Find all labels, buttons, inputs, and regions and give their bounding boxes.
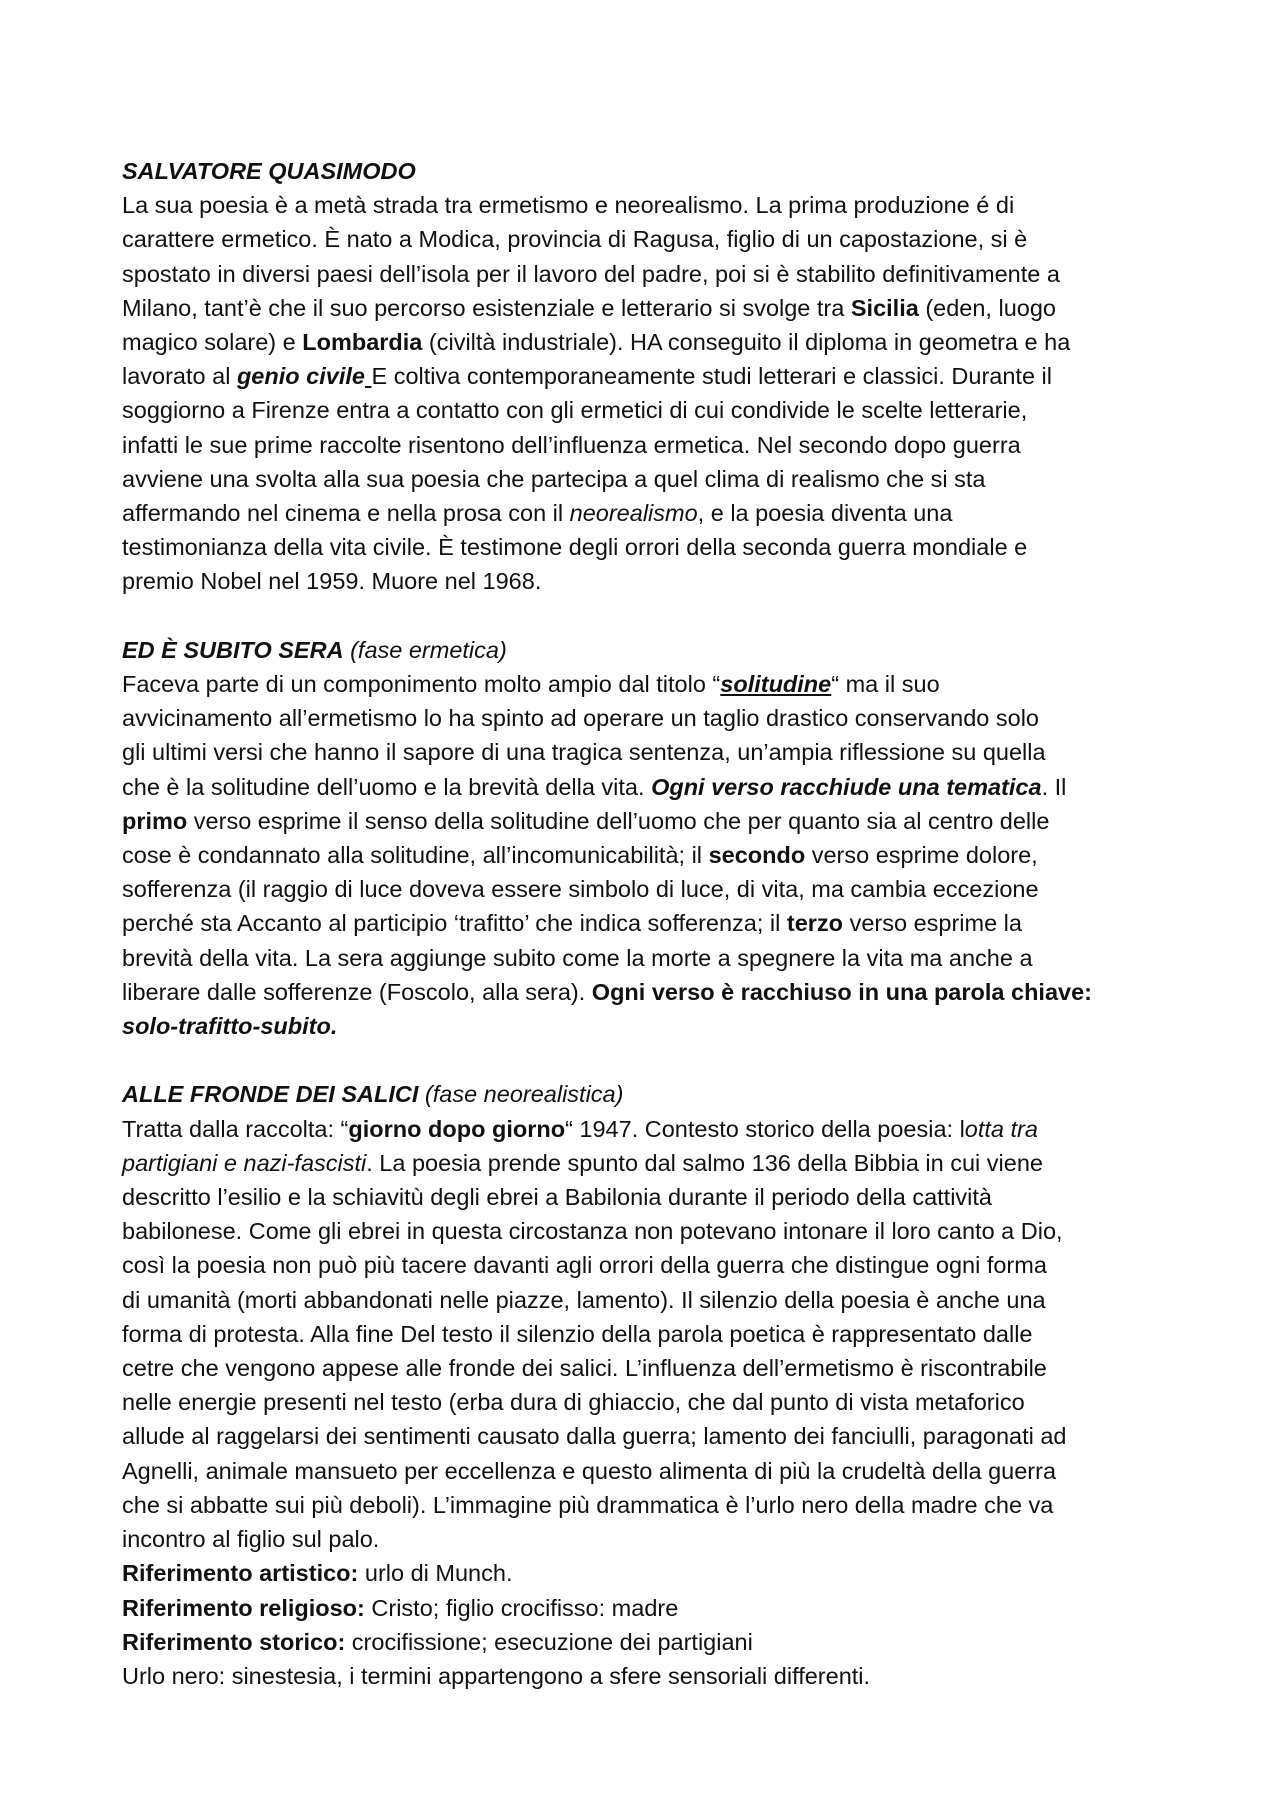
paragraph-spacer — [122, 599, 1182, 633]
text-run: Milano, tant’è che il suo percorso esistenziale e letterario si svolge tra — [122, 294, 851, 321]
text-line — [122, 1385, 1182, 1419]
section-title-ed-e-subito-sera: ED È SUBITO SERA (fase ermetica) — [122, 636, 507, 663]
text-run: avviene una svolta alla sua poesia che partecipa a quel clima di realismo che si sta — [122, 465, 986, 492]
text-line — [122, 1009, 1182, 1043]
text-run: verso esprime il senso della solitudine dell’uomo che per quanto sia al centro delle — [187, 807, 1050, 834]
text-line — [122, 770, 1182, 804]
text-run: carattere ermetico. È nato a Modica, provincia di Ragusa, figlio di un capostazione, si è — [122, 226, 1028, 253]
text-line — [122, 1112, 1182, 1146]
text-run: descritto l’esilio e la schiavitù degli ebrei a Babilonia durante il periodo della cattività — [122, 1184, 992, 1211]
text-line — [122, 428, 1182, 462]
text-run: verso esprime la — [843, 910, 1022, 937]
text-run: otta tra — [964, 1115, 1038, 1142]
text-run: “ 1947. Contesto storico della poesia: l — [565, 1115, 965, 1142]
text-line — [122, 975, 1182, 1009]
text-run: partigiani e nazi-fascisti — [122, 1149, 367, 1176]
text-run: Cristo; figlio crocifisso: madre — [364, 1594, 679, 1621]
text-run: solo-trafitto-subito. — [122, 1013, 338, 1040]
text-run: nelle energie presenti nel testo (erba dura di ghiaccio, che dal punto di vista metaforico — [122, 1389, 1025, 1416]
text-run: affermando nel cinema e nella prosa con il — [122, 500, 570, 527]
text-run: genio civile — [236, 363, 365, 390]
text-run: testimonianza della vita civile. È testimone degli orrori della seconda guerra mondiale e — [122, 534, 1028, 561]
text-run: magico solare) e — [122, 329, 303, 356]
text-run: (civiltà industriale). HA conseguito il diploma in geometra e ha — [422, 329, 1071, 356]
section-title-alle-fronde-dei-salici: ALLE FRONDE DEI SALICI (fase neorealistica) — [122, 1081, 624, 1108]
text-line — [122, 735, 1182, 769]
text-line — [122, 564, 1182, 598]
text-line — [122, 1591, 1182, 1625]
text-run: terzo — [786, 910, 844, 937]
text-run: . Il — [1041, 773, 1067, 800]
text-run: infatti le sue prime raccolte risentono dell’influenza ermetica. Nel secondo dopo guerra — [122, 431, 1021, 458]
text-line — [122, 1180, 1182, 1214]
text-run: allude al raggelarsi dei sentimenti causato dalla guerra; lamento dei fanciulli, paragonati ad — [122, 1423, 1067, 1450]
text-run: babilonese. Come gli ebrei in questa circostanza non potevano intonare il loro canto a Dio, — [122, 1218, 1063, 1245]
text-line — [122, 1625, 1182, 1659]
text-run: “ ma il suo — [831, 671, 940, 698]
text-run: incontro al figlio sul palo. — [122, 1526, 380, 1553]
text-run: brevità della vita. La sera aggiunge subito come la morte a spegnere la vita ma anche a — [122, 944, 1033, 971]
section-subtitle: (fase ermetica) — [343, 636, 507, 663]
text-run: Agnelli, animale mansueto per eccellenza e questo alimenta di più la crudeltà della guerra — [122, 1457, 1057, 1484]
text-line — [122, 906, 1182, 940]
text-run: , e la poesia diventa una — [697, 500, 953, 527]
text-run: Riferimento storico: — [122, 1628, 346, 1655]
text-run: soggiorno a Firenze entra a contatto con gli ermetici di cui condivide le scelte letterarie, — [122, 397, 1028, 424]
text-run: (eden, luogo — [918, 294, 1056, 321]
text-run: gli ultimi versi che hanno il sapore di una tragica sentenza, un’ampia riflessione su quella — [122, 739, 1046, 766]
text-run: perché sta Accanto al participio ‘trafitto’ che indica sofferenza; il — [122, 910, 787, 937]
text-run: avvicinamento all’ermetismo lo ha spinto ad operare un taglio drastico conservando solo — [122, 705, 1040, 732]
text-run: secondo — [708, 842, 806, 869]
text-line — [122, 1522, 1182, 1556]
text-run: che è la solitudine dell’uomo e la brevità della vita. — [122, 773, 652, 800]
text-run: Ogni verso è racchiuso in una parola chiave: — [591, 978, 1092, 1005]
text-run: lavorato al — [122, 363, 237, 390]
text-run: primo — [122, 807, 188, 834]
text-line — [122, 257, 1182, 291]
text-line — [122, 1659, 1182, 1693]
text-line — [122, 1556, 1182, 1590]
text-line — [122, 1351, 1182, 1385]
text-run: giorno dopo giorno — [348, 1115, 566, 1142]
paragraph-spacer — [122, 1043, 1182, 1077]
section-subtitle: (fase neorealistica) — [418, 1081, 624, 1108]
text-line — [122, 1488, 1182, 1522]
text-line — [122, 941, 1182, 975]
text-line — [122, 1419, 1182, 1453]
text-run: solitudine — [720, 671, 832, 698]
text-line — [122, 1146, 1182, 1180]
text-run: cetre che vengono appese alle fronde dei salici. L’influenza dell’ermetismo è riscontrabile — [122, 1355, 1047, 1382]
text-line — [122, 1214, 1182, 1248]
text-run: spostato in diversi paesi dell’isola per il lavoro del padre, poi si è stabilito definitivamente a — [122, 260, 1060, 287]
text-line — [122, 1248, 1182, 1282]
text-line — [122, 1454, 1182, 1488]
section-body-alle-fronde-dei-salici — [122, 1112, 1182, 1693]
text-line — [122, 804, 1182, 838]
section-title-quasimodo: SALVATORE QUASIMODO — [122, 158, 416, 184]
text-run: verso esprime dolore, — [805, 842, 1038, 869]
text-run: La sua poesia è a metà strada tra ermetismo e neorealismo. La prima produzione é di — [122, 192, 1015, 219]
section-body-ed-e-subito-sera — [122, 667, 1182, 1043]
text-line — [122, 1283, 1182, 1317]
text-run: Tratta dalla raccolta: “ — [122, 1115, 349, 1142]
text-line — [122, 325, 1182, 359]
text-line — [122, 222, 1182, 256]
text-line — [122, 1317, 1182, 1351]
text-line — [122, 188, 1182, 222]
text-line — [122, 530, 1182, 564]
document-page — [122, 154, 1182, 1693]
text-run: Ogni verso racchiude una tematica — [651, 773, 1042, 800]
text-run: che si abbatte sui più deboli). L’immagine più drammatica è l’urlo nero della madre che va — [122, 1491, 1054, 1518]
text-run: urlo di Munch. — [358, 1560, 513, 1587]
text-line — [122, 462, 1182, 496]
text-run: sofferenza (il raggio di luce doveva essere simbolo di luce, di vita, ma cambia eccezione — [122, 876, 1039, 903]
text-line — [122, 291, 1182, 325]
section-body-biography — [122, 188, 1182, 598]
text-run: Sicilia — [850, 294, 919, 321]
text-run: . La poesia prende spunto dal salmo 136 della Bibbia in cui viene — [366, 1149, 1043, 1176]
text-run: premio Nobel nel 1959. Muore nel 1968. — [122, 568, 542, 595]
text-line — [122, 872, 1182, 906]
text-run: E coltiva contemporaneamente studi letterari e classici. Durante il — [371, 363, 1052, 390]
text-line — [122, 701, 1182, 735]
text-run: neorealismo — [569, 500, 698, 527]
text-run: Urlo nero: sinestesia, i termini appartengono a sfere sensoriali differenti. — [122, 1662, 871, 1689]
text-line — [122, 838, 1182, 872]
text-run: crocifissione; esecuzione dei partigiani — [345, 1628, 753, 1655]
text-run: cose è condannato alla solitudine, all’incomunicabilità; il — [122, 842, 709, 869]
text-run: Faceva parte di un componimento molto ampio dal titolo “ — [122, 671, 721, 698]
text-line — [122, 393, 1182, 427]
text-run: forma di protesta. Alla fine Del testo il silenzio della parola poetica è rappresentato dalle — [122, 1320, 1033, 1347]
text-run: di umanità (morti abbandonati nelle piazze, lamento). Il silenzio della poesia è anche una — [122, 1286, 1046, 1313]
text-line — [122, 496, 1182, 530]
text-run: Riferimento artistico: — [122, 1560, 359, 1587]
text-run: Lombardia — [302, 329, 423, 356]
text-run: liberare dalle sofferenze (Foscolo, alla sera). — [122, 978, 592, 1005]
text-line — [122, 667, 1182, 701]
text-run: così la poesia non può più tacere davanti agli orrori della guerra che distingue ogni forma — [122, 1252, 1047, 1279]
text-run: Riferimento religioso: — [122, 1594, 365, 1621]
text-line — [122, 359, 1182, 393]
